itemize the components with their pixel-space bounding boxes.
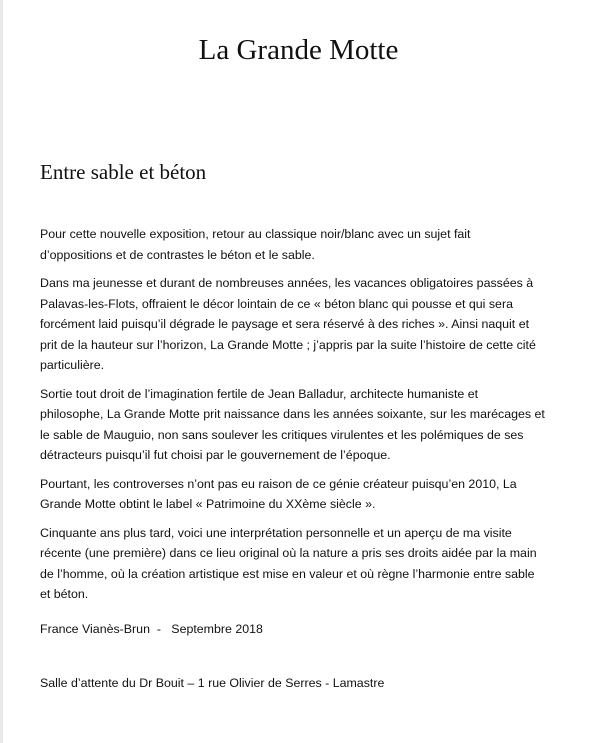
- exhibition-location: Salle d’attente du Dr Bouit – 1 rue Olivier de Serres - Lamastre: [40, 676, 385, 690]
- document-subtitle: Entre sable et béton: [40, 160, 207, 184]
- paragraph-heritage-label: Pourtant, les controverses n’ont pas eu raison de ce génie créateur puisqu’en 2010, La Grande Motte obtint le label « Patrimoine du XXème siècle ».: [40, 476, 517, 511]
- paragraph-youth-memories: Dans ma jeunesse et durant de nombreuses années, les vacances obligatoires passées à Palavas-les-Flots, offraient le décor lointain de ce « béton blanc qui pousse et qui sera forcément laid puisqu’il dégrade le paysage et sera réservé à des riches ». Ainsi naquit et prit de la hauteur sur l’horizon, La Grande Motte ; j’appris par la suite l’histoire de cette cité particulière.: [40, 276, 536, 372]
- page-edge: [0, 0, 3, 743]
- paragraph-history: Sortie tout droit de l’imagination fertile de Jean Balladur, architecte humaniste et philosophe, La Grande Motte prit naissance dans les années soixante, sur les marécages et le sable de Mauguio, non sans soulever les critiques virulentes et les polémiques de ses détracteurs puisqu’il fut choisi par le gouvernement de l’époque.: [40, 386, 545, 462]
- paragraph-conclusion: Cinquante ans plus tard, voici une interprétation personnelle et un aperçu de ma visite récente (une première) dans ce lieu original où la nature a pris ses droits aidée par la main de l’homme, où la création artistique est mise en valeur et où règne l’harmonie entre sable et béton.: [40, 525, 537, 601]
- document-body: [40, 224, 560, 613]
- paragraph-intro: Pour cette nouvelle exposition, retour au classique noir/blanc avec un sujet fait d’oppositions et de contrastes le béton et le sable.: [40, 227, 471, 262]
- author-signature: France Vianès-Brun - Septembre 2018: [40, 622, 263, 636]
- document-title: La Grande Motte: [198, 34, 399, 66]
